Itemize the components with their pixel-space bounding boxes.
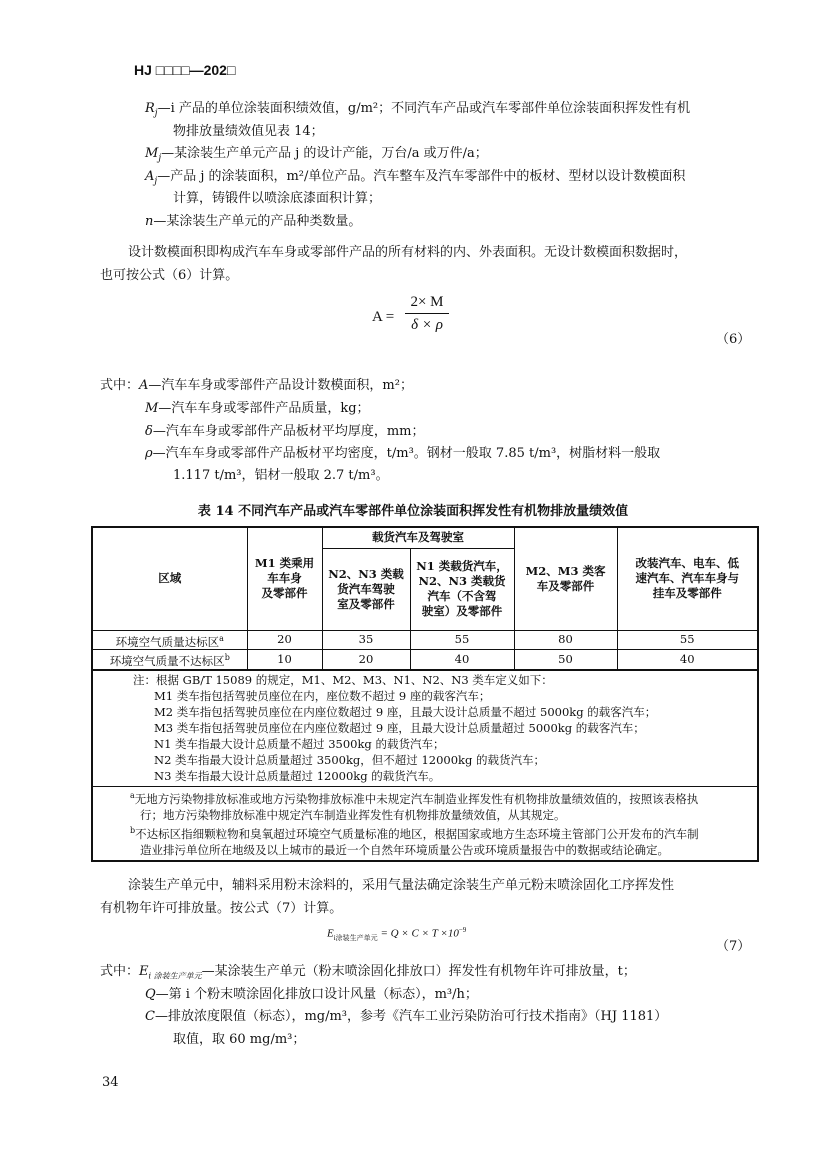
table-14 (91, 526, 759, 862)
definition-line: C—排放浓度限值（标态），mg/m³，参考《汽车工业污染防治可行技术指南》（HJ 1181） (145, 1009, 668, 1024)
table-caption: 表 14 不同汽车产品或汽车零部件单位涂装面积挥发性有机物排放量绩效值 (197, 504, 629, 519)
header-n23-cab: N2、N3 类载 货汽车驾驶 室及零部件 (322, 548, 410, 630)
definition-line: 1.117 t/m³，铝材一般取 2.7 t/m³。 (173, 468, 389, 483)
note-line: N1 类车指最大设计总质量不超过 3500kg 的载货汽车； (154, 737, 445, 752)
definition-line: δ—汽车车身或零部件产品板材平均厚度，mm； (145, 424, 425, 439)
table-notes (93, 670, 757, 786)
cell-value: 20 (322, 650, 410, 670)
cell-value: 80 (514, 630, 617, 650)
paragraph-line: 也可按公式（6）计算。 (100, 268, 239, 283)
header-m1: M1 类乘用 车车身 及零部件 (247, 528, 322, 630)
formula-numerator: 2× M (405, 294, 449, 314)
table-footnotes (93, 786, 757, 860)
footnote-b-cont: 造业排污单位所在地级及以上城市的最近一个自然年环境质量公告或环境质量报告中的数据或结论确定。 (140, 842, 669, 857)
header-region: 区域 (93, 528, 247, 630)
note-line: N3 类车指最大设计总质量超过 12000kg 的载货汽车。 (154, 769, 441, 784)
header-n1: N1 类载货汽车， N2、N3 类载货 汽车（不含驾 驶室）及零部件 (410, 548, 514, 630)
note-line: M2 类车指包括驾驶员座位在内座位数超过 9 座，且最大设计总质量不超过 5000kg 的载客汽车； (154, 705, 657, 720)
footnote-a-cont: 行；地方污染物排放标准中规定汽车制造业挥发性有机物排放量绩效值，从其规定。 (140, 807, 566, 822)
cell-value: 20 (247, 630, 322, 650)
cell-value: 40 (617, 650, 757, 670)
page-number: 34 (102, 1075, 119, 1090)
definition-line: 计算，铸锻件以喷涂底漆面积计算； (173, 191, 382, 206)
footnote-a: $^a$无地方污染物排放标准或地方污染物排放标准中未规定汽车制造业挥发性有机物排放量绩效值的，按照该表格执 (130, 791, 699, 806)
formula-7: $E_{i涂装生产单元} = Q \times C \times T \times 10^{-9}$ (327, 926, 467, 942)
paragraph-line: 设计数模面积即构成汽车车身或零部件产品的所有材料的内、外表面积。无设计数模面积数据时， (128, 245, 688, 260)
formula-fraction (405, 294, 449, 334)
definition-line: Q—第 i 个粉末喷涂固化排放口设计风量（标态），m³/h； (145, 987, 478, 1002)
formula-lhs: A = (372, 309, 395, 325)
definition-line: ρ—汽车车身或零部件产品板材平均密度，t/m³。钢材一般取 7.85 t/m³，树脂材料一般取 (145, 446, 661, 461)
note-line: M1 类车指包括驾驶员座位在内，座位数不超过 9 座的载客汽车； (154, 689, 491, 704)
cell-value: 50 (514, 650, 617, 670)
definition-line: $M_j—$某涂装生产单元产品 j 的设计产能，万台/a 或万件/a； (145, 146, 488, 164)
definition-line: 式中：A—汽车车身或零部件产品设计数模面积，m²； (100, 378, 413, 393)
cell-value: 10 (247, 650, 322, 670)
note-line: N2 类车指最大设计总质量超过 3500kg，但不超过 12000kg 的载货汽车； (154, 753, 546, 768)
footnote-b: $^b$不达标区指细颗粒物和臭氧超过环境空气质量标准的地区，根据国家或地方生态环境主管部门公开发布的汽车制 (130, 825, 699, 841)
formula-denominator: δ × ρ (411, 317, 443, 333)
paragraph-line: 涂装生产单元中，辅料采用粉末涂料的，采用气量法确定涂装生产单元粉末喷涂固化工序挥发性 (128, 878, 675, 893)
cell-value: 40 (410, 650, 514, 670)
note-line: 注：根据 GB/T 15089 的规定，M1、M2、M3、N1、N2、N3 类车定义如下： (133, 673, 553, 688)
formula-number: （6） (716, 332, 751, 347)
definition-line: 取值，取 60 mg/m³； (173, 1032, 306, 1047)
definition-line: $A_j—$产品 j 的涂装面积，m²/单位产品。汽车整车及汽车零部件中的板材、型材以设计数模面积 (145, 169, 686, 187)
row-region: 环境空气质量达标区$^a$ (93, 630, 247, 650)
definition-line: M—汽车车身或零部件产品质量，kg； (145, 401, 370, 416)
cell-value: 55 (617, 630, 757, 650)
header-group-cargo: 载货汽车及驾驶室 (322, 528, 514, 548)
definition-line: n—某涂装生产单元的产品种类数量。 (145, 214, 362, 229)
paragraph-line: 有机物年许可排放量。按公式（7）计算。 (100, 901, 343, 916)
formula-number: （7） (716, 939, 751, 954)
note-line: M3 类车指包括驾驶员座位在内座位数超过 9 座，且最大设计总质量超过 5000kg 的载客汽车； (154, 721, 645, 736)
definition-line: $R_j—i$ 产品的单位涂装面积绩效值，g/m²；不同汽车产品或汽车零部件单位涂装面积挥发性有机 (145, 101, 691, 119)
definition-line: 物排放量绩效值见表 14； (173, 124, 324, 139)
definition-line: 式中：$E_{i 涂装生产单元}—$某涂装生产单元（粉末喷涂固化排放口）挥发性有机物年许可排放量，t； (100, 964, 636, 981)
table-row (93, 650, 757, 670)
table-grid (93, 528, 757, 670)
row-region: 环境空气质量不达标区$^b$ (93, 650, 247, 670)
cell-value: 55 (410, 630, 514, 650)
table-row (93, 630, 757, 650)
header-m23: M2、M3 类客 车及零部件 (514, 528, 617, 630)
document-code-header: HJ □□□□—202□ (134, 62, 236, 78)
cell-value: 35 (322, 630, 410, 650)
header-modified: 改装汽车、电车、低 速汽车、汽车车身与 挂车及零部件 (617, 528, 757, 630)
